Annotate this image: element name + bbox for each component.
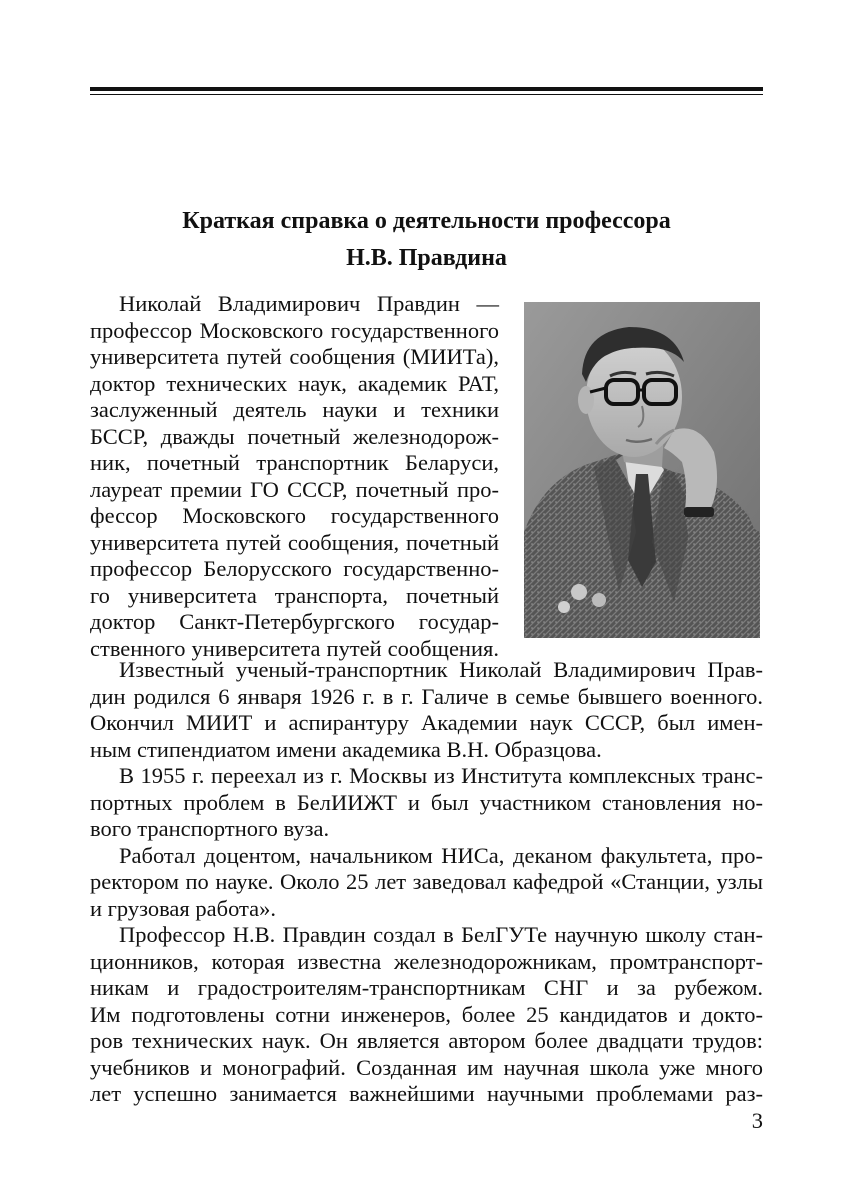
intro-line: лауреат премии ГО СССР, почетный про- (90, 476, 499, 502)
intro-line: университета путей сообщения, почетный (90, 529, 499, 555)
body-line: В 1955 г. переехал из г. Москвы из Института комплексных транс- (119, 763, 763, 788)
body-line: портных проблем в БелИИЖТ и был участником становления но- (90, 789, 763, 815)
header-rule-thick (90, 87, 763, 91)
portrait-photo (524, 302, 760, 638)
body-line: ционников, которая известна железнодорожникам, промтранспорт- (90, 948, 763, 974)
body-line: ректором по науке. Около 25 лет заведовал кафедрой «Станции, узлы (90, 869, 763, 894)
intro-line: университета путей сообщения (МИИТа), (90, 344, 499, 369)
page-number: 3 (751, 1108, 763, 1133)
body-text (90, 657, 763, 1108)
intro-line: доктор технических наук, академик РАТ, (90, 370, 499, 396)
body-line: и грузовая работа». (90, 895, 276, 921)
page-title-line-2: Н.В. Правдина (346, 245, 507, 271)
page-title-line-1: Краткая справка о деятельности профессора (182, 208, 671, 234)
intro-line: доктор Санкт-Петербургского государ- (90, 609, 499, 634)
body-line: Профессор Н.В. Правдин создал в БелГУТе научную школу стан- (119, 922, 763, 947)
intro-line: Николай Владимирович Правдин — (119, 291, 499, 316)
header-rule-thin (90, 94, 763, 95)
intro-line: заслуженный деятель науки и техники (90, 397, 499, 422)
intro-column (90, 291, 499, 662)
body-line: дин родился 6 января 1926 г. в г. Галиче в семье бывшего военного. (90, 683, 763, 709)
body-line: Работал доцентом, начальником НИСа, деканом факультета, про- (119, 842, 763, 868)
body-line: ным стипендиатом имени академика В.Н. Образцова. (90, 736, 602, 762)
intro-line: профессор Московского государственного (90, 317, 499, 343)
body-line: Им подготовлены сотни инженеров, более 25 кандидатов и докто- (90, 1001, 763, 1027)
body-line: учебников и монографий. Созданная им научная школа уже много (90, 1054, 763, 1080)
body-line: Известный ученый-транспортник Николай Владимирович Прав- (119, 657, 763, 682)
intro-line: ственного университета путей сообщения. (90, 635, 499, 661)
body-line: лет успешно занимается важнейшими научными проблемами раз- (90, 1081, 763, 1106)
body-line: никам и градостроителям-транспортникам СНГ и за рубежом. (90, 975, 763, 1000)
intro-line: го университета транспорта, почетный (90, 582, 499, 608)
body-line: вого транспортного вуза. (90, 816, 330, 841)
body-line: ров технических наук. Он является автором более двадцати трудов: (90, 1028, 763, 1053)
intro-line: фессор Московского государственного (90, 503, 499, 528)
intro-line: БССР, дважды почетный железнодорож- (90, 423, 499, 449)
intro-line: профессор Белорусского государственно- (90, 556, 499, 581)
body-line: Окончил МИИТ и аспирантуру Академии наук СССР, был имен- (90, 710, 763, 735)
intro-line: ник, почетный транспортник Беларуси, (90, 450, 499, 475)
